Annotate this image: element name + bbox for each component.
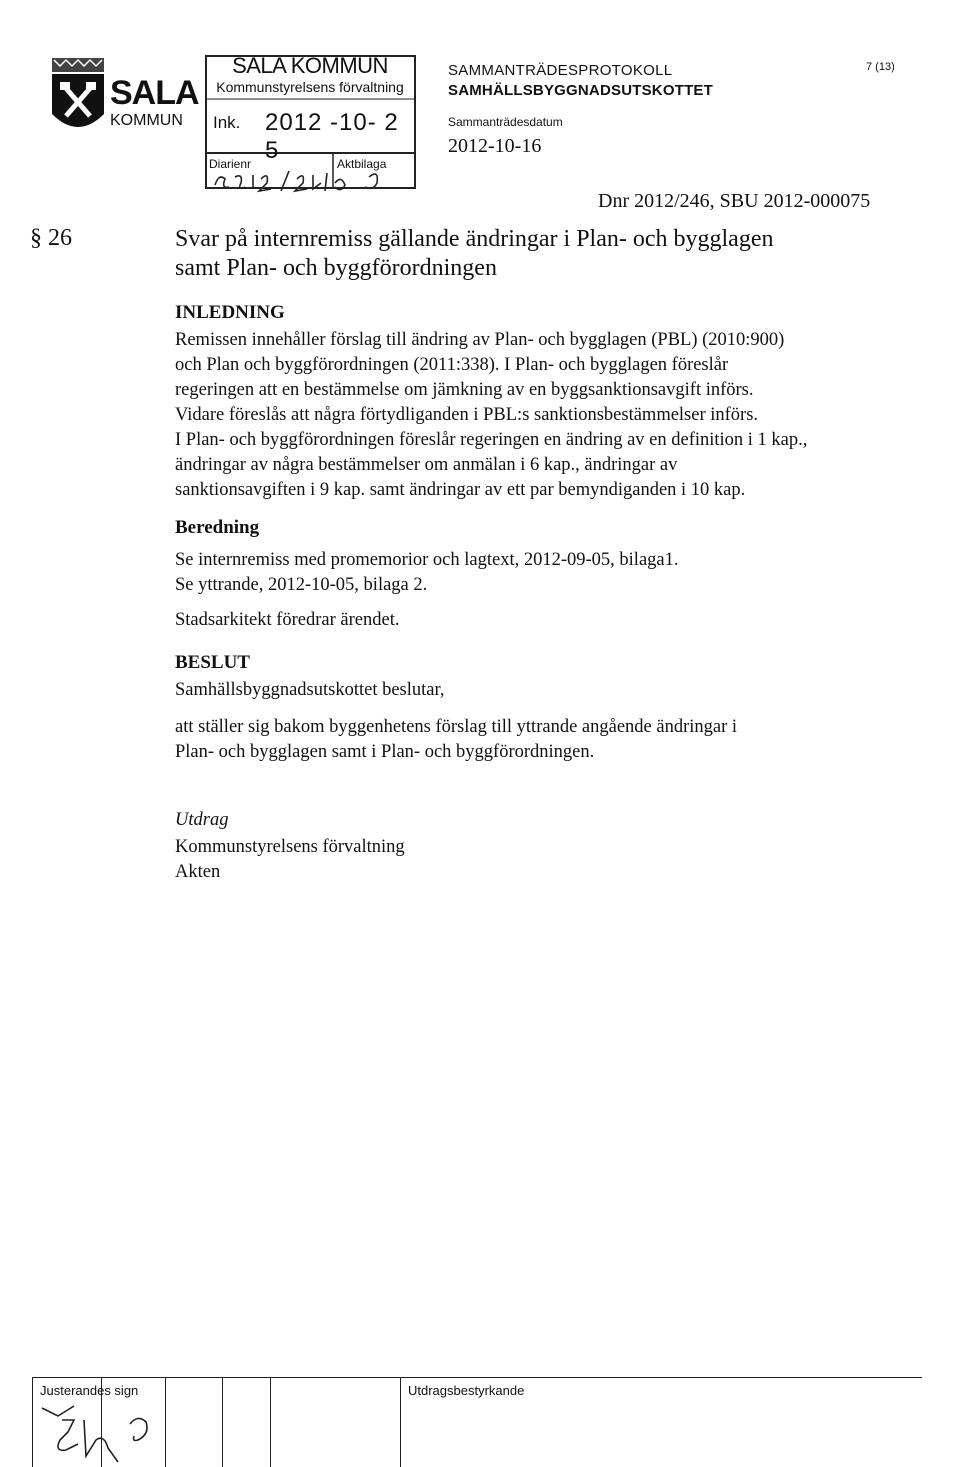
title-line: samt Plan- och byggförordningen [175,255,497,281]
text-line: sanktionsavgiften i 9 kap. samt ändringar av ett par bemyndiganden i 10 kap. [175,480,746,500]
recipients-list [175,835,405,885]
utdragsbestyrkande-label: Utdragsbestyrkande [408,1383,525,1398]
stamp-date: 2012 -10- 2 5 [265,109,399,164]
recipient: Kommunstyrelsens förvaltning [175,837,405,857]
beslut-heading: BESLUT [175,652,250,673]
text-line: att ställer sig bakom byggenhetens förslag till yttrande angående ändringar i [175,717,738,737]
justerandes-sign-label: Justerandes sign [40,1383,139,1398]
stamp-dept: Kommunstyrelsens förvaltning [216,79,404,95]
decision-text [175,715,895,765]
stamp-diarienr-label: Diarienr [209,157,252,171]
text-line: Se yttrande, 2012-10-05, bilaga 2. [175,575,428,595]
logo-sub: KOMMUN [110,112,183,129]
inledning-text [175,328,895,503]
meeting-date-label: Sammanträdesdatum [448,115,563,129]
beredning-heading: Beredning [175,517,260,538]
beredning-text [175,548,895,598]
section-number: § 26 [30,225,72,251]
footer-divider [222,1377,223,1467]
text-line: Remissen innehåller förslag till ändring av Plan- och bygglagen (PBL) (2010:900) [175,330,785,350]
section-title [175,225,895,283]
presenter-text: Stadsarkitekt föredrar ärendet. [175,610,400,630]
case-number: Dnr 2012/246, SBU 2012-000075 [598,190,871,212]
kommun-logo [52,58,202,148]
footer-divider [32,1377,33,1467]
text-line: I Plan- och byggförordningen föreslår regeringen en ändring av en definition i 1 kap., [175,430,808,450]
stamp-ink-label: Ink. [213,113,241,132]
stamp-aktbilaga-label: Aktbilaga [337,157,387,171]
title-line: Svar på internremiss gällande ändringar i Plan- och bygglagen [175,226,774,252]
handwritten-signature [38,1400,178,1465]
committee-name: SAMHÄLLSBYGGNADSUTSKOTTET [448,82,713,99]
text-line: och Plan och byggförordningen (2011:338). I Plan- och bygglagen föreslår [175,355,729,375]
text-line: Vidare föreslås att några förtydliganden i PBL:s sanktionsbestämmelser införs. [175,405,759,425]
logo-name: SALA [110,74,199,112]
decision-intro: Samhällsbyggnadsutskottet beslutar, [175,680,445,700]
inledning-heading: INLEDNING [175,302,285,323]
received-stamp [205,55,417,190]
handwritten-diarienr [209,165,414,193]
page-number: 7 (13) [866,61,895,73]
text-line: ändringar av några bestämmelser om anmälan i 6 kap., ändringar av [175,455,678,475]
utdrag-heading: Utdrag [175,810,229,830]
footer-divider [270,1377,271,1467]
meeting-date: 2012-10-16 [448,135,542,157]
text-line: Se internremiss med promemorior och lagtext, 2012-09-05, bilaga1. [175,550,679,570]
stamp-org: SALA KOMMUN [232,53,388,78]
crossed-hammers-emblem-icon [52,58,104,136]
text-line: regeringen att en bestämmelse om jämkning av en byggsanktionsavgift införs. [175,380,754,400]
recipient: Akten [175,862,221,882]
text-line: Plan- och bygglagen samt i Plan- och byggförordningen. [175,742,595,762]
footer-divider [400,1377,401,1467]
document-type: SAMMANTRÄDESPROTOKOLL [448,62,673,79]
